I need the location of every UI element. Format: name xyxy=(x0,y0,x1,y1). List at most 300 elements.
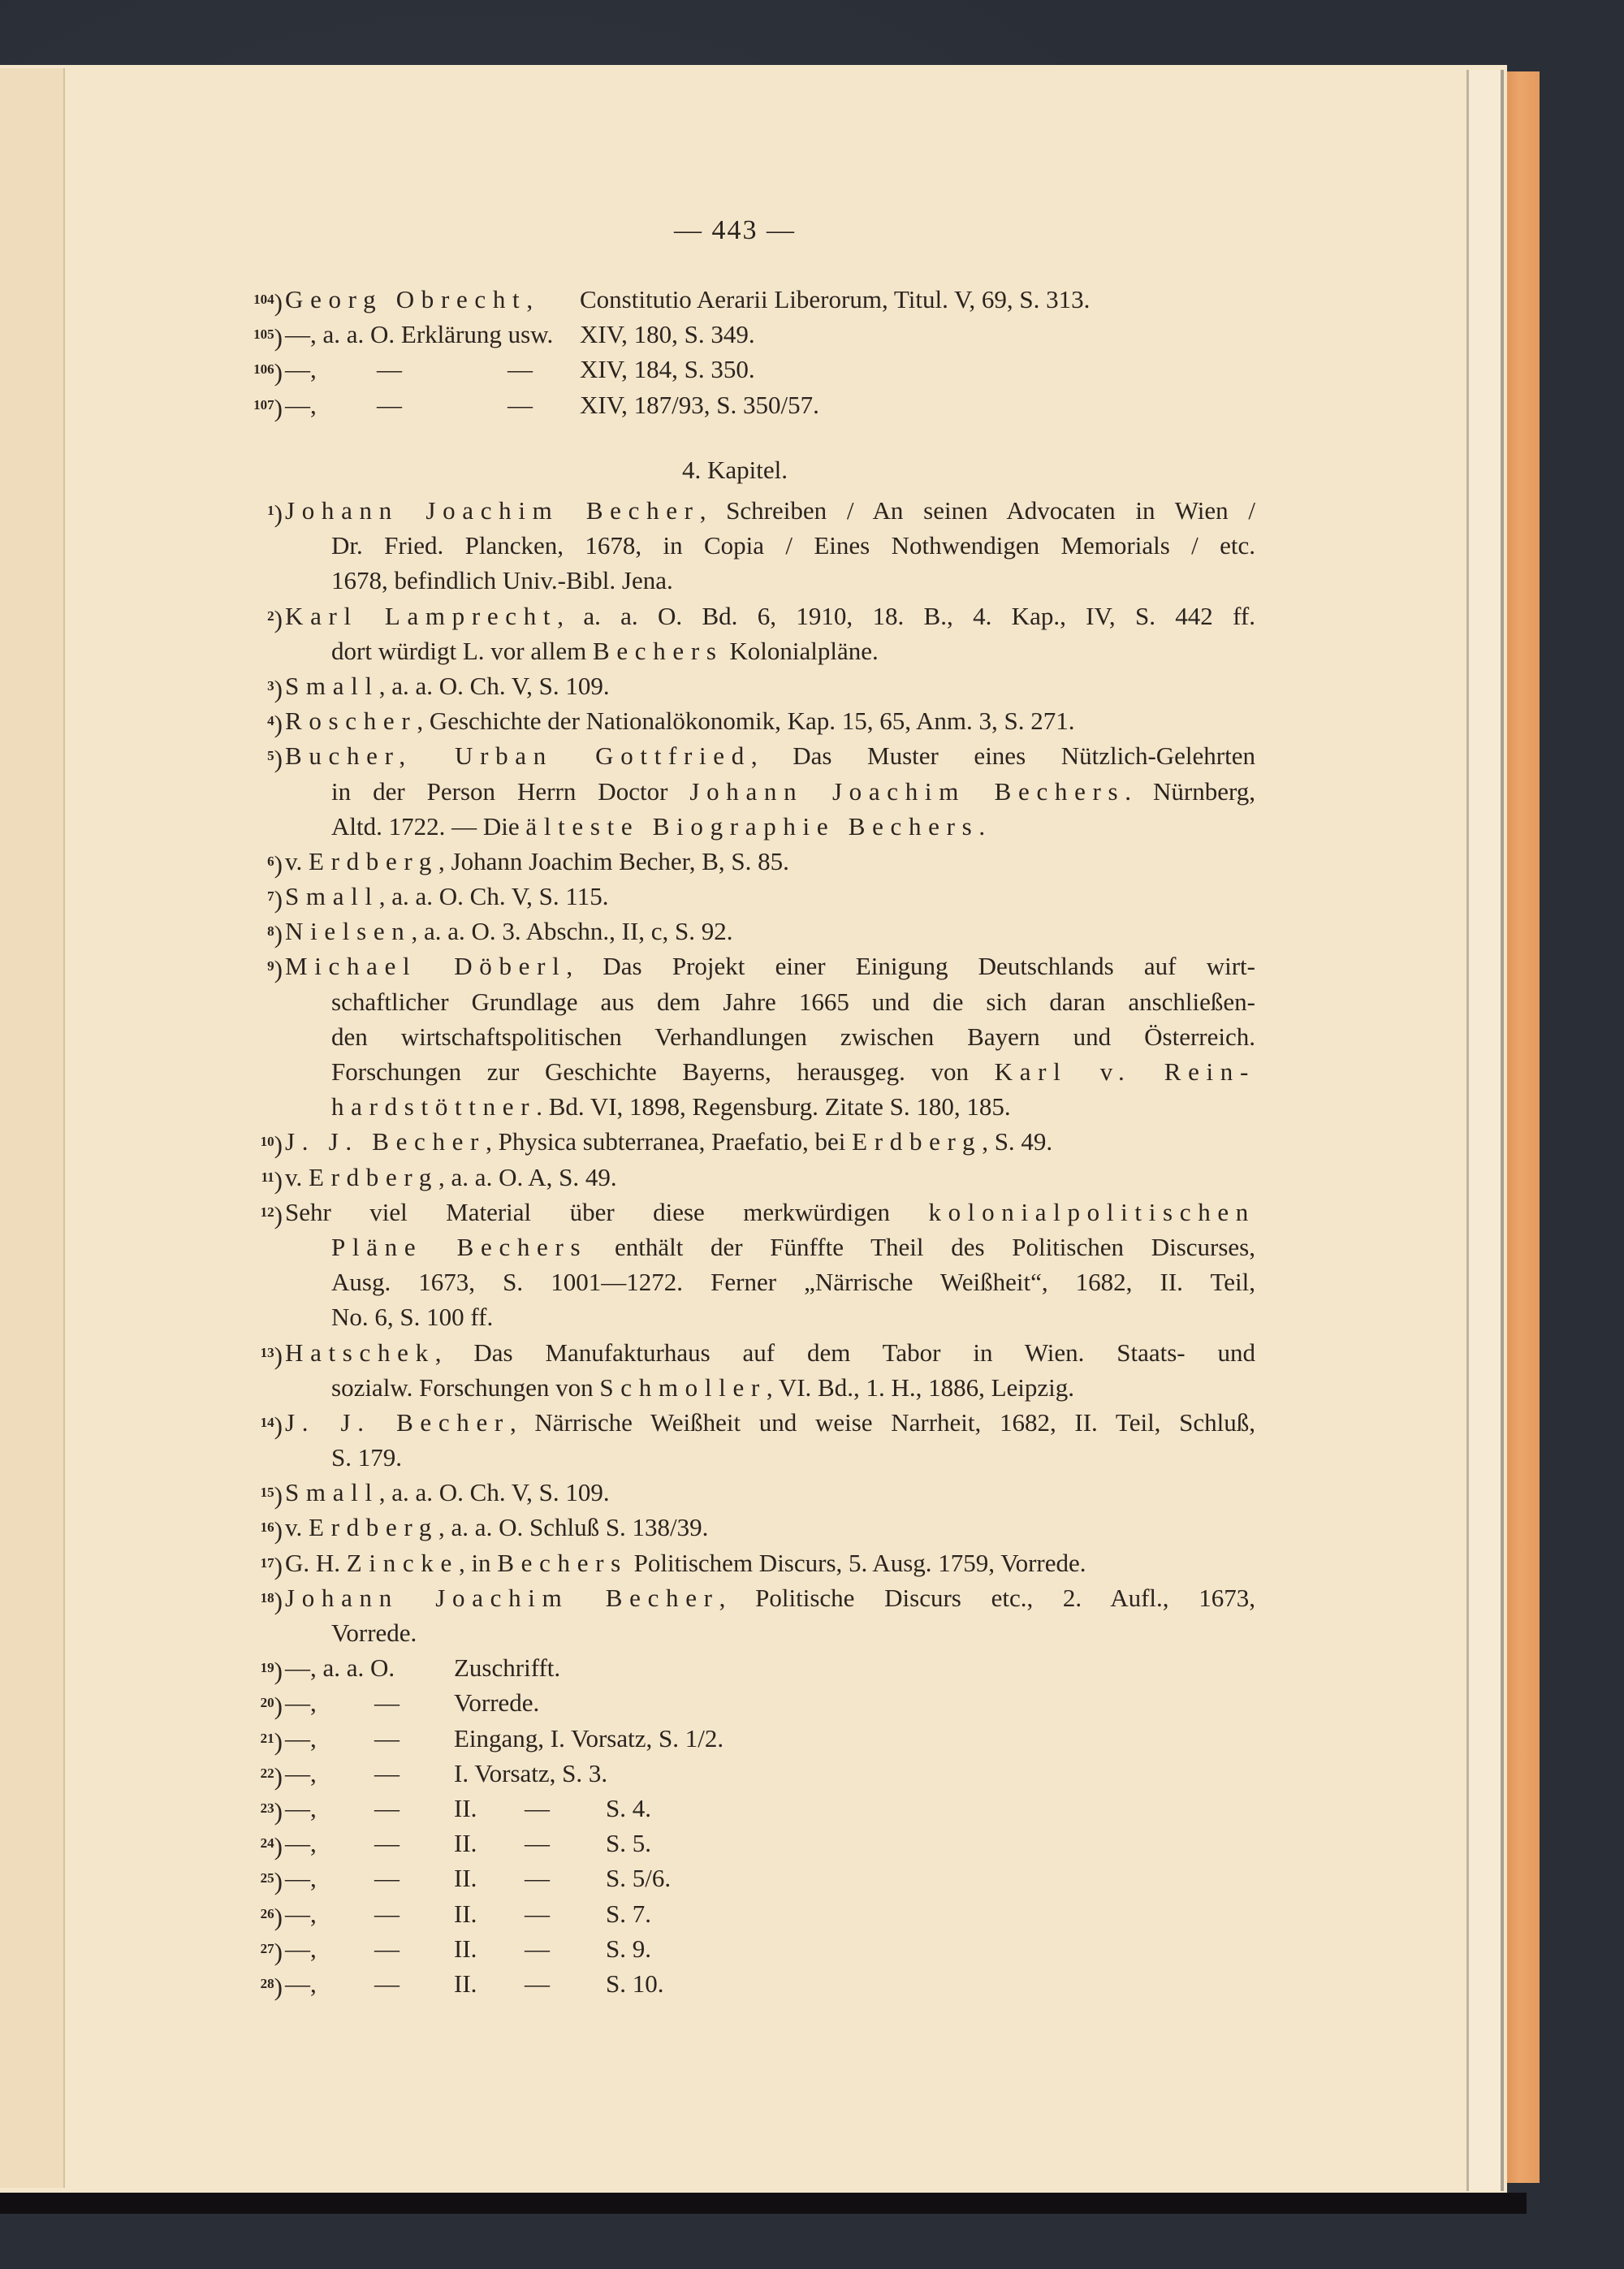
footnotes-chapter-4 xyxy=(235,493,1255,2001)
spaced-author-name: älteste Biographie Bechers xyxy=(525,811,979,841)
spaced-author-name: Bechers xyxy=(593,636,723,665)
spaced-author-name: Johann Joachim Becher xyxy=(285,1583,719,1612)
footnote-number: 104 xyxy=(253,292,274,307)
footnote-marker xyxy=(235,914,283,952)
footnote-cell: — xyxy=(525,1793,550,1822)
footnote-cell: —, xyxy=(285,1864,317,1893)
footnote-line xyxy=(331,1054,1255,1089)
spaced-author-name: Johann Joachim Bechers xyxy=(689,776,1125,806)
footnote-marker xyxy=(235,1756,283,1794)
footnote-text: 1678, befindlich Univ.-Bibl. Jena. xyxy=(331,566,673,595)
footnote-text: , a. a. O. Ch. V, S. 109. xyxy=(378,671,610,700)
footnote-number: 106 xyxy=(253,361,274,378)
footnote-cell: S. 4. xyxy=(606,1793,651,1822)
footnote-marker xyxy=(235,949,283,987)
footnote xyxy=(235,1931,1255,1966)
footnote xyxy=(235,1160,1255,1195)
footnote-number: 28 xyxy=(260,1975,274,1991)
footnote-paren: ) xyxy=(274,849,283,879)
spaced-author-name: Erdberg xyxy=(309,846,439,875)
footnote-row xyxy=(285,282,1255,317)
footnote-number: 24 xyxy=(260,1835,274,1852)
footnote-text: , a. a. O. Schluß S. 138/39. xyxy=(438,1513,709,1542)
footnote xyxy=(235,1405,1255,1475)
footnote-line xyxy=(285,1405,1255,1440)
footnote-line xyxy=(331,984,1255,1019)
footnote-number: 105 xyxy=(253,326,274,343)
footnote-cell: —, xyxy=(285,1899,317,1928)
footnote-paren: ) xyxy=(274,1165,283,1195)
footnote-text: . Bd. VI, 1898, Regensburg. Zitate S. 180, 185. xyxy=(536,1092,1011,1122)
footnote xyxy=(235,844,1255,879)
footnote-cell: —, xyxy=(285,390,317,419)
footnote-cell: S. 7. xyxy=(606,1899,651,1928)
footnote-text: , Närrische Weißheit und weise Narrheit, 1682, II. Teil, Schluß, xyxy=(509,1407,1255,1437)
footnote-cell: Eingang, I. Vorsatz, S. 1/2. xyxy=(454,1723,724,1753)
footnote-line xyxy=(331,1615,1255,1650)
footnote xyxy=(235,317,1255,352)
footnote-paren: ) xyxy=(274,1200,283,1230)
footnote-marker xyxy=(235,1405,283,1443)
footnote-text: schaftlicher Grundlage aus dem Jahre 1665 und die sich daran anschließen- xyxy=(331,987,1255,1016)
page-edge-stack xyxy=(1469,70,1501,2191)
footnote-marker xyxy=(235,879,283,917)
footnote-cell: — xyxy=(525,1864,550,1893)
footnote-text: enthält der Fünffte Theil des Politischen Discurses, xyxy=(587,1232,1255,1261)
footnote-marker xyxy=(235,352,283,390)
spaced-author-name: Small xyxy=(285,671,379,700)
footnote-paren: ) xyxy=(274,920,283,949)
footnote-line xyxy=(285,1195,1255,1230)
footnote-cell: II. xyxy=(454,1829,477,1858)
spaced-author-name: Small xyxy=(285,882,379,911)
footnote xyxy=(235,1545,1255,1580)
footnote-number: 26 xyxy=(260,1905,274,1921)
footnote-text: Vorrede. xyxy=(331,1619,417,1647)
footnote-line xyxy=(331,528,1255,563)
footnote-paren: ) xyxy=(274,1692,283,1721)
footnote-number: 22 xyxy=(260,1765,274,1781)
spaced-author-name: Karl v. Rein- xyxy=(994,1057,1255,1086)
footnote-number: 20 xyxy=(260,1695,274,1711)
footnote-cell: —, xyxy=(285,1688,317,1718)
footnote-row xyxy=(285,1861,1255,1895)
footnote-text: in der Person Herrn Doctor xyxy=(331,776,690,806)
footnote-number: 12 xyxy=(260,1204,274,1220)
footnote-row xyxy=(285,1966,1255,2001)
footnote-paren: ) xyxy=(274,1937,283,1966)
footnote-cell: Constitutio Aerarii Liberorum, Titul. V, 69, S. 313. xyxy=(580,285,1091,313)
footnote-cell: XIV, 180, S. 349. xyxy=(580,320,755,349)
footnote-marker xyxy=(235,1510,283,1548)
footnote-cell: — xyxy=(508,355,533,384)
footnote-text: , Politische Discurs etc., 2. Aufl., 1673, xyxy=(719,1583,1255,1612)
footnote-row xyxy=(285,1896,1255,1931)
footnote-line xyxy=(285,844,1255,879)
footnote-number: 23 xyxy=(260,1800,274,1816)
footnote xyxy=(235,668,1255,703)
footnote-paren: ) xyxy=(274,1727,283,1756)
footnote-marker xyxy=(235,282,283,320)
footnote-text: , a. a. O. 3. Abschn., II, c, S. 92. xyxy=(411,917,733,946)
footnote-paren: ) xyxy=(274,1586,283,1615)
spaced-author-name: Erdberg xyxy=(309,1513,439,1542)
footnote-number: 25 xyxy=(260,1870,274,1887)
chapter-heading: 4. Kapitel. xyxy=(682,456,788,484)
footnote xyxy=(235,1650,1255,1685)
footnote-number: 21 xyxy=(260,1730,274,1746)
footnote-cell: I. Vorsatz, S. 3. xyxy=(454,1758,608,1787)
footnote-marker xyxy=(235,1124,283,1162)
footnote-number: 5 xyxy=(267,748,274,764)
page-number: — 443 — xyxy=(674,215,796,245)
footnote-marker xyxy=(235,1545,283,1584)
footnote-text: S. 179. xyxy=(331,1443,402,1472)
footnote xyxy=(235,949,1255,1124)
footnote-marker xyxy=(235,703,283,741)
footnote-number: 6 xyxy=(267,853,274,869)
footnote-cell: Vorrede. xyxy=(454,1688,540,1718)
footnote-marker xyxy=(235,1966,283,2004)
footnote-line xyxy=(285,1124,1255,1159)
footnote-number: 107 xyxy=(253,396,274,413)
footnote-text: , in xyxy=(458,1548,498,1577)
footnote-cell: —, a. a. O. xyxy=(285,1653,395,1683)
footnote-paren: ) xyxy=(274,1902,283,1931)
spaced-author-name: Erdberg xyxy=(852,1127,983,1156)
footnote-row xyxy=(285,1685,1255,1720)
footnote-row xyxy=(285,352,1255,387)
footnote-text: No. 6, S. 100 ff. xyxy=(331,1303,494,1332)
footnote-cell: S. 5. xyxy=(606,1829,651,1858)
footnote-line xyxy=(331,809,1255,844)
footnote-line xyxy=(285,1160,1255,1195)
footnote-cell: — xyxy=(525,1899,550,1928)
footnote-line xyxy=(331,1230,1255,1264)
footnote xyxy=(235,1124,1255,1159)
footnote-cell: II. xyxy=(454,1969,477,1998)
footnote-marker xyxy=(235,1826,283,1864)
footnote-paren: ) xyxy=(274,745,283,774)
footnote-marker xyxy=(235,599,283,637)
footnote-text: , S. 49. xyxy=(982,1127,1053,1156)
footnote xyxy=(235,1685,1255,1720)
spaced-author-name: J. J. Becher xyxy=(285,1407,510,1437)
footnote-paren: ) xyxy=(274,393,283,422)
footnote-text: , a. a. O. Bd. 6, 1910, 18. B., 4. Kap., IV, S. 442 ff. xyxy=(557,601,1255,630)
footnote-line xyxy=(331,563,1255,598)
footnote-line xyxy=(331,633,1255,668)
footnote-line xyxy=(285,1510,1255,1545)
footnote-row xyxy=(285,1826,1255,1861)
footnote-paren: ) xyxy=(274,1867,283,1896)
footnote-cell: — xyxy=(374,1899,400,1928)
spaced-author-name: Zincke xyxy=(346,1548,459,1577)
footnote xyxy=(235,387,1255,422)
footnote xyxy=(235,1335,1255,1405)
footnote-cell: — xyxy=(374,1829,400,1858)
footnote-paren: ) xyxy=(274,1657,283,1686)
footnote-paren: ) xyxy=(274,358,283,387)
footnote-number: 15 xyxy=(260,1485,274,1501)
footnote-text: dort würdigt L. vor allem xyxy=(331,636,593,665)
footnote-marker xyxy=(235,1791,283,1829)
footnote xyxy=(235,1826,1255,1861)
footnote-cell: — xyxy=(374,1723,400,1753)
footnote-number: 13 xyxy=(260,1344,274,1360)
footnote-marker xyxy=(235,1195,283,1233)
footnote-cell: II. xyxy=(454,1864,477,1893)
footnote-cell: XIV, 184, S. 350. xyxy=(580,355,755,384)
footnote xyxy=(235,879,1255,914)
footnote-paren: ) xyxy=(274,1796,283,1826)
spaced-author-name: Schmoller xyxy=(599,1372,767,1402)
footnote-line xyxy=(285,493,1255,528)
footnote-cell: —, xyxy=(285,1723,317,1753)
footnote-marker xyxy=(235,1580,283,1619)
footnote-marker xyxy=(235,1685,283,1723)
footnote-line xyxy=(285,1475,1255,1510)
page-shadow xyxy=(0,2193,1527,2214)
footnote-number: 11 xyxy=(261,1169,274,1185)
footnote-number: 17 xyxy=(260,1554,274,1571)
footnote xyxy=(235,1580,1255,1650)
footnote-marker xyxy=(235,1475,283,1513)
footnote-text: v. xyxy=(285,846,309,875)
footnote-marker xyxy=(235,1931,283,1969)
footnote-line xyxy=(285,949,1255,983)
spaced-author-name: Pläne Bechers xyxy=(331,1232,588,1261)
footnote xyxy=(235,1475,1255,1510)
footnote-cell: — xyxy=(525,1969,550,1998)
footnote-text: v. xyxy=(285,1162,309,1191)
footnote-row xyxy=(285,1721,1255,1756)
footnote-paren: ) xyxy=(274,323,283,352)
footnote-line xyxy=(331,1440,1255,1475)
footnote xyxy=(235,282,1255,317)
footnote-line xyxy=(331,1089,1255,1124)
footnote-marker xyxy=(235,1650,283,1688)
footnote-text: sozialw. Forschungen von xyxy=(331,1372,600,1402)
spaced-author-name: Erdberg xyxy=(309,1162,439,1191)
footnote xyxy=(235,352,1255,387)
footnote-cell: — xyxy=(525,1934,550,1963)
footnote-cell: —, xyxy=(285,1934,317,1963)
footnote-number: 10 xyxy=(260,1134,274,1150)
previous-page-edge xyxy=(0,68,65,2188)
footnote-marker xyxy=(235,844,283,882)
footnote-number: 2 xyxy=(267,607,274,624)
spaced-author-name: Johann Joachim Becher xyxy=(285,496,700,525)
footnote-paren: ) xyxy=(274,674,283,703)
footnote-paren: ) xyxy=(274,885,283,914)
spaced-author-name: Small xyxy=(285,1478,379,1507)
footnote-marker xyxy=(235,1335,283,1373)
footnote-text: den wirtschaftspolitischen Verhandlungen zwischen Bayern und Österreich. xyxy=(331,1022,1255,1051)
footnote-text: , Schreiben / An seinen Advocaten in Wien / xyxy=(699,496,1255,525)
footnote-row xyxy=(285,1650,1255,1685)
footnote-row xyxy=(285,1791,1255,1826)
footnote xyxy=(235,703,1255,738)
footnote-cell: —, xyxy=(285,1829,317,1858)
footnote-cell: S. 10. xyxy=(606,1969,664,1998)
footnote-marker xyxy=(235,493,283,531)
footnote-paren: ) xyxy=(274,1341,283,1370)
footnote-paren: ) xyxy=(274,1832,283,1861)
footnote xyxy=(235,599,1255,668)
footnote xyxy=(235,1896,1255,1931)
footnote-paren: ) xyxy=(274,288,283,317)
footnote-marker xyxy=(235,1896,283,1934)
page-edge-line xyxy=(1466,70,1469,2191)
footnote xyxy=(235,493,1255,599)
footnote-text: , a. a. O. A, S. 49. xyxy=(438,1162,617,1191)
footnote-number: 14 xyxy=(260,1414,274,1430)
footnote-line xyxy=(285,599,1255,633)
footnote-marker xyxy=(235,1160,283,1198)
footnote-text: Sehr viel Material über diese merkwürdigen xyxy=(285,1197,929,1226)
footnote-text: , Geschichte der Nationalökonomik, Kap. 15, 65, Anm. 3, S. 271. xyxy=(417,707,1075,736)
footnote-row xyxy=(285,387,1255,422)
footnote-paren: ) xyxy=(274,710,283,739)
footnote-text: , Johann Joachim Becher, B, S. 85. xyxy=(438,846,789,875)
footnote-number: 4 xyxy=(267,713,274,729)
footnote-row xyxy=(285,1756,1255,1791)
footnote-cell: —, xyxy=(285,355,317,384)
footnote-line xyxy=(285,914,1255,949)
spaced-author-name: Bucher, Urban Gottfried xyxy=(285,741,751,771)
footnote-cell: II. xyxy=(454,1793,477,1822)
footnote-text: . Nürnberg, xyxy=(1125,776,1255,806)
footnote-line xyxy=(285,879,1255,914)
spaced-author-name: kolonialpolitischen xyxy=(928,1197,1255,1226)
footnote-cell: Zuschrifft. xyxy=(454,1653,561,1683)
footnote-cell: —, xyxy=(285,1758,317,1787)
footnote-number: 27 xyxy=(260,1940,274,1956)
footnote xyxy=(235,1510,1255,1545)
footnote-number: 16 xyxy=(260,1519,274,1536)
footnote-text: . xyxy=(978,811,986,841)
footnote-cell: — xyxy=(374,1969,400,1998)
footnote-cell: S. 5/6. xyxy=(606,1864,672,1893)
footnote-line xyxy=(285,1580,1255,1615)
footnote-text: Dr. Fried. Plancken, 1678, in Copia / Eines Nothwendigen Memorials / etc. xyxy=(331,531,1255,560)
footnote-line xyxy=(285,738,1255,773)
footnote-line xyxy=(285,1545,1255,1580)
footnote-text: , Das Projekt einer Einigung Deutschlands auf wirt- xyxy=(566,952,1255,981)
footnote-marker xyxy=(235,738,283,776)
footnote-text: Altd. 1722. — Die xyxy=(331,811,526,841)
footnote-line xyxy=(285,703,1255,738)
footnote-text: , Das Manufakturhaus auf dem Tabor in Wien. Staats- und xyxy=(434,1338,1255,1367)
footnote-number: 1 xyxy=(267,503,274,518)
spaced-author-name: Michael Döberl xyxy=(285,952,567,981)
footnote-paren: ) xyxy=(274,955,283,984)
footnote-paren: ) xyxy=(274,499,283,528)
footnote-line xyxy=(331,1019,1255,1054)
footnote xyxy=(235,1791,1255,1826)
footnote-paren: ) xyxy=(274,1972,283,2001)
footnote-cell: II. xyxy=(454,1899,477,1928)
footnote xyxy=(235,1966,1255,2001)
footnote-text: Ausg. 1673, S. 1001—1272. Ferner „Närrische Weißheit“, 1682, II. Teil, xyxy=(331,1268,1255,1297)
footnote-cell: — xyxy=(374,1793,400,1822)
footnote-row xyxy=(285,317,1255,352)
footnote-cell: II. xyxy=(454,1934,477,1963)
footnote-marker xyxy=(235,317,283,355)
footnote-cell: — xyxy=(525,1829,550,1858)
book-binding-edge xyxy=(1507,71,1540,2183)
footnote-line xyxy=(285,668,1255,703)
footnote-text: , Das Muster eines Nützlich-Gelehrten xyxy=(750,741,1255,771)
footnote-number: 19 xyxy=(260,1660,274,1676)
footnote-number: 18 xyxy=(260,1589,274,1606)
footnote-marker xyxy=(235,1721,283,1759)
spaced-author-name: Bechers xyxy=(497,1548,628,1577)
footnote-line xyxy=(331,774,1255,809)
footnote-text: v. xyxy=(285,1513,309,1542)
footnote-text: , VI. Bd., 1. H., 1886, Leipzig. xyxy=(766,1372,1075,1402)
page-edge-line xyxy=(1501,70,1504,2191)
footnotes-previous-chapter xyxy=(235,282,1255,422)
footnote xyxy=(235,1756,1255,1791)
footnote-cell: — xyxy=(377,390,402,419)
footnote xyxy=(235,1721,1255,1756)
footnote-row xyxy=(285,1931,1255,1966)
footnote xyxy=(235,1195,1255,1335)
footnote-cell: S. 9. xyxy=(606,1934,651,1963)
spaced-author-name: hardstöttner xyxy=(331,1092,537,1122)
footnote-cell: — xyxy=(374,1758,400,1787)
footnote-text: G. H. xyxy=(285,1548,347,1577)
footnote-marker xyxy=(235,668,283,707)
footnote-paren: ) xyxy=(274,604,283,633)
spaced-author-name: Roscher xyxy=(285,707,417,736)
footnote-cell: Georg Obrecht, xyxy=(285,285,540,313)
footnote-cell: — xyxy=(508,390,533,419)
footnote-paren: ) xyxy=(274,1130,283,1160)
footnote-text: , a. a. O. Ch. V, S. 109. xyxy=(378,1478,610,1507)
footnote-paren: ) xyxy=(274,1551,283,1580)
footnote-line xyxy=(331,1299,1255,1334)
footnote-text: , a. a. O. Ch. V, S. 115. xyxy=(378,882,609,911)
footnote-number: 3 xyxy=(267,677,274,694)
footnote-number: 8 xyxy=(267,923,274,940)
footnote-text: Politischem Discurs, 5. Ausg. 1759, Vorrede. xyxy=(627,1548,1086,1577)
footnote-line xyxy=(331,1370,1255,1405)
footnote xyxy=(235,738,1255,844)
spaced-author-name: J. J. Becher xyxy=(285,1127,486,1156)
footnote-text: Kolonialpläne. xyxy=(723,636,879,665)
footnote-line xyxy=(285,1335,1255,1370)
footnote-cell: — xyxy=(374,1934,400,1963)
footnote-marker xyxy=(235,1861,283,1899)
footnote-paren: ) xyxy=(274,1481,283,1511)
footnote xyxy=(235,914,1255,949)
spaced-author-name: Nielsen xyxy=(285,917,412,946)
footnote-paren: ) xyxy=(274,1761,283,1791)
footnote-cell: XIV, 187/93, S. 350/57. xyxy=(580,390,819,419)
footnote-text: , Physica subterranea, Praefatio, bei xyxy=(486,1127,853,1156)
spaced-author-name: Karl Lamprecht xyxy=(285,601,558,630)
footnote-number: 7 xyxy=(267,888,274,905)
footnote-number: 9 xyxy=(267,958,274,975)
footnote-text: Forschungen zur Geschichte Bayerns, herausgeg. von xyxy=(331,1057,995,1086)
footnote xyxy=(235,1861,1255,1895)
footnote-cell: — xyxy=(374,1688,400,1718)
footnote-cell: — xyxy=(374,1864,400,1893)
footnote-paren: ) xyxy=(274,1516,283,1545)
